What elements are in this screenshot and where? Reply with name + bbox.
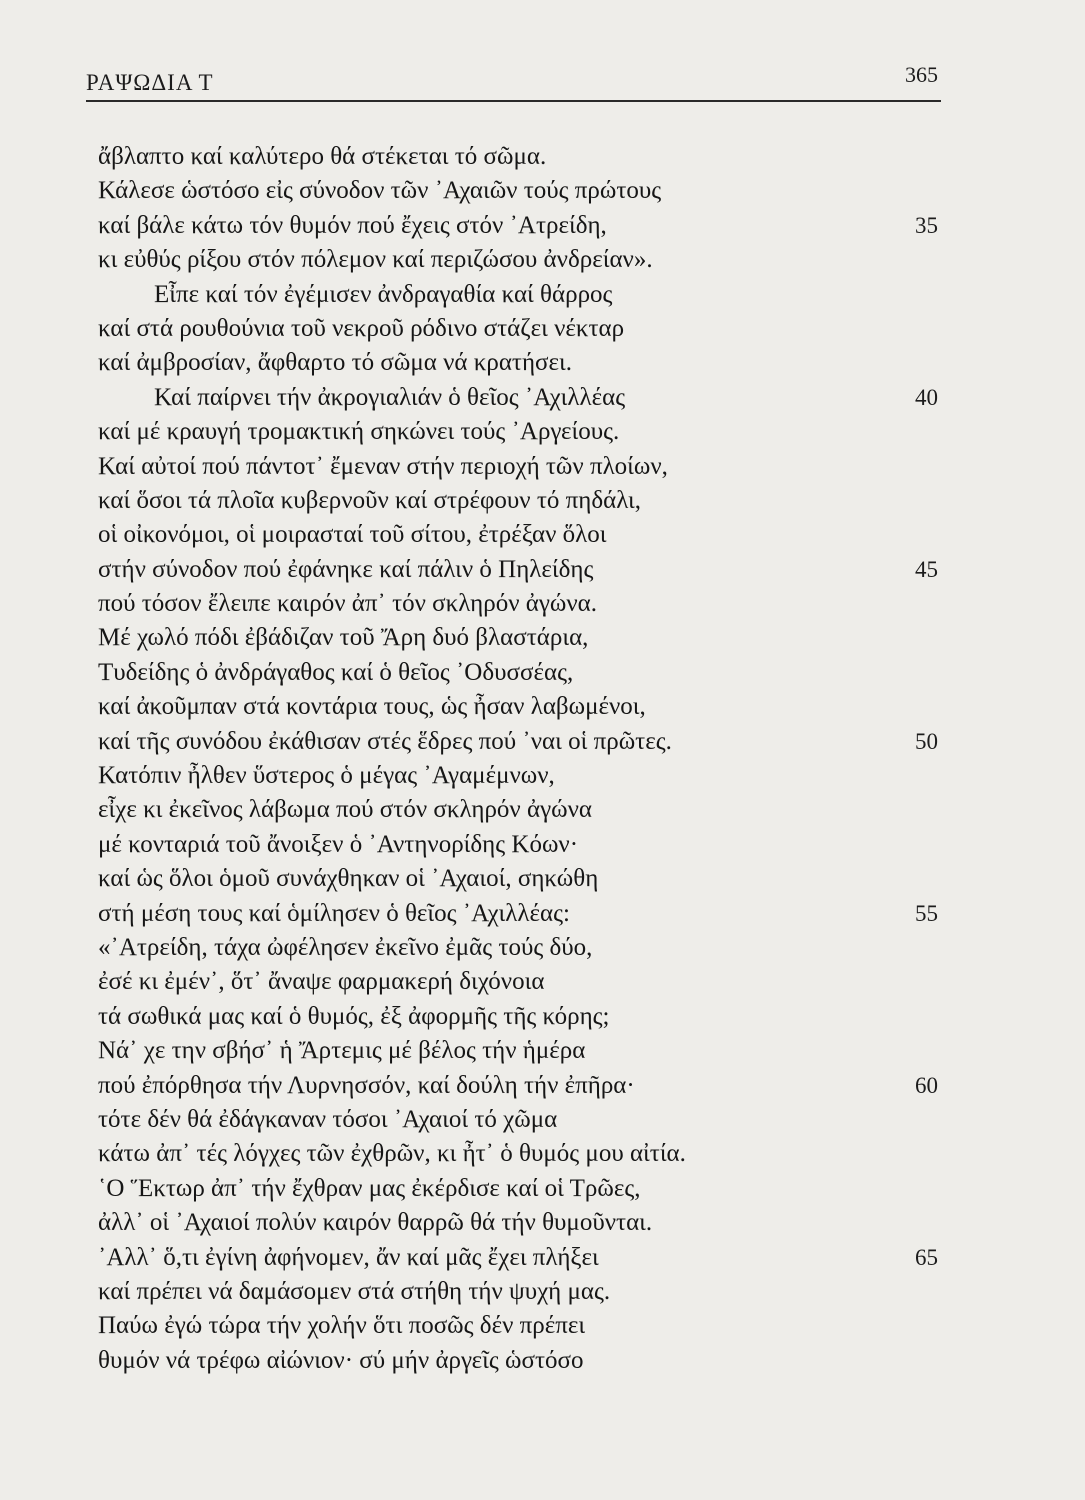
verse-text: ᾿Αλλ᾿ ὅ,τι ἐγίνη ἀφήνομεν, ἄν καί μᾶς ἔχει πλήξει	[98, 1243, 599, 1271]
verse-line	[98, 587, 948, 621]
verse-line	[98, 1206, 948, 1240]
line-number: 60	[915, 1072, 938, 1098]
verse-line	[98, 174, 948, 208]
verse-text: στήν σύνοδον πού ἐφάνηκε καί πάλιν ὁ Πηλείδης	[98, 555, 594, 583]
verse-text: καί ὅσοι τά πλοῖα κυβερνοῦν καί στρέφουν τό πηδάλι,	[98, 486, 641, 514]
line-number: 40	[915, 384, 938, 410]
verse-line	[98, 793, 948, 827]
verse-text: καί ἀκοῦμπαν στά κοντάρια τους, ὡς ἦσαν λαβωμένοι,	[98, 693, 646, 721]
verse-line	[98, 1069, 948, 1103]
line-number: 35	[915, 212, 938, 238]
verse-text: Καί αὐτοί πού πάντοτ᾿ ἔμεναν στήν περιοχή τῶν πλοίων,	[98, 452, 668, 480]
verse-text: Μέ χωλό πόδι ἐβάδιζαν τοῦ Ἄρη δυό βλαστάρια,	[98, 624, 589, 652]
verse-text: καί πρέπει νά δαμάσομεν στά στήθη τήν ψυχή μας.	[98, 1277, 611, 1305]
verse-line	[98, 690, 948, 724]
line-number: 45	[915, 556, 938, 582]
verse-text: οἱ οἰκονόμοι, οἱ μοιρασταί τοῦ σίτου, ἐτρέξαν ὅλοι	[98, 521, 607, 549]
verse-text: μέ κονταριά τοῦ ἄνοιξεν ὁ ᾿Αντηνορίδης Κόων·	[98, 830, 579, 858]
verse-text: τά σωθικά μας καί ὁ θυμός, ἐξ ἀφορμῆς τῆς κόρης;	[98, 1002, 610, 1030]
verse-text: Τυδείδης ὁ ἀνδράγαθος καί ὁ θεῖος ᾿Οδυσσέας,	[98, 658, 574, 686]
verse-line	[98, 1241, 948, 1275]
verse-line	[98, 965, 948, 999]
page-number: 365	[905, 62, 938, 87]
verse-text: καί μέ κραυγή τρομακτική σηκώνει τούς ᾿Αργείους.	[98, 418, 620, 446]
verse-line	[98, 415, 948, 449]
verse-line	[98, 346, 948, 380]
verse-line	[98, 759, 948, 793]
verse-line	[98, 518, 948, 552]
verse-text: «᾿Ατρείδη, τάχα ὠφέλησεν ἐκεῖνο ἐμᾶς τούς δύο,	[98, 933, 593, 961]
verse-text: καί ὡς ὅλοι ὁμοῦ συνάχθηκαν οἱ ᾿Αχαιοί, σηκώθη	[98, 865, 599, 893]
verse-line	[98, 140, 948, 174]
header-rule	[86, 100, 941, 102]
verse-line	[98, 1103, 948, 1137]
verse-text: Εἶπε καί τόν ἐγέμισεν ἀνδραγαθία καί θάρρος	[154, 280, 613, 308]
verse-text: στή μέση τους καί ὁμίλησεν ὁ θεῖος ᾿Αχιλλέας:	[98, 899, 570, 927]
verse-line	[98, 278, 948, 312]
verse-text: ἐσέ κι ἐμέν᾿, ὅτ᾿ ἄναψε φαρμακερή διχόνοια	[98, 968, 545, 996]
verse-text: κάτω ἀπ᾿ τές λόγχες τῶν ἐχθρῶν, κι ἦτ᾿ ὁ θυμός μου αἰτία.	[98, 1140, 686, 1168]
verse-text: Καί παίρνει τήν ἀκρογιαλιάν ὁ θεῖος ᾿Αχιλλέας	[154, 383, 626, 411]
verse-text: Παύω ἐγώ τώρα τήν χολήν ὅτι ποσῶς δέν πρέπει	[98, 1312, 586, 1340]
line-number: 50	[915, 728, 938, 754]
verse-text: πού τόσον ἔλειπε καιρόν ἀπ᾿ τόν σκληρόν ἀγώνα.	[98, 590, 597, 618]
line-number: 55	[915, 900, 938, 926]
chapter-title: ΡΑΨΩΔΙΑ Τ	[86, 70, 214, 95]
verse-line	[98, 725, 948, 759]
verse-text: πού ἐπόρθησα τήν Λυρνησσόν, καί δούλη τήν ἐπῆρα·	[98, 1071, 635, 1099]
verse-text: ῾Ο Ἕκτωρ ἀπ᾿ τήν ἔχθραν μας ἐκέρδισε καί οἱ Τρῶες,	[98, 1174, 641, 1202]
verse-line	[98, 1000, 948, 1034]
verse-line	[98, 381, 948, 415]
verse-text: καί τῆς συνόδου ἐκάθισαν στές ἕδρες πού ᾿ναι οἱ πρῶτες.	[98, 727, 672, 755]
verse-text: ἀλλ᾿ οἱ ᾿Αχαιοί πολύν καιρόν θαρρῶ θά τήν θυμοῦνται.	[98, 1209, 653, 1237]
verse-text: Κατόπιν ἦλθεν ὕστερος ὁ μέγας ᾿Αγαμέμνων,	[98, 762, 555, 790]
verse-text: τότε δέν θά ἐδάγκαναν τόσοι ᾿Αχαιοί τό χῶμα	[98, 1105, 558, 1133]
line-number: 65	[915, 1244, 938, 1270]
verse-line	[98, 1344, 948, 1378]
verse-line	[98, 312, 948, 346]
verse-line	[98, 897, 948, 931]
verse-text: θυμόν νά τρέφω αἰώνιον· σύ μήν ἀργεῖς ὡστόσο	[98, 1346, 584, 1374]
verse-line	[98, 1172, 948, 1206]
verse-line	[98, 553, 948, 587]
verse-line	[98, 209, 948, 243]
verse-line	[98, 862, 948, 896]
verse-text: Κάλεσε ὡστόσο εἰς σύνοδον τῶν ᾿Αχαιῶν τούς πρώτους	[98, 177, 662, 205]
verse-text: καί βάλε κάτω τόν θυμόν πού ἔχεις στόν ᾿Ατρείδη,	[98, 211, 607, 239]
verse-text: ἄβλαπτο καί καλύτερο θά στέκεται τό σῶμα.	[98, 143, 547, 170]
verse-text: εἶχε κι ἐκεῖνος λάβωμα πού στόν σκληρόν ἀγώνα	[98, 796, 592, 824]
verse-text: Νά᾿ χε την σβήσ᾿ ἡ Ἄρτεμις μέ βέλος τήν ἡμέρα	[98, 1037, 586, 1065]
verse-text: καί ἀμβροσίαν, ἄφθαρτο τό σῶμα νά κρατήσει.	[98, 349, 572, 377]
verse-line	[98, 1137, 948, 1171]
verse-line	[98, 828, 948, 862]
verse-list	[98, 140, 948, 1378]
running-head	[86, 60, 946, 100]
verse-line	[98, 621, 948, 655]
verse-line	[98, 243, 948, 277]
verse-line	[98, 931, 948, 965]
verse-text: καί στά ρουθούνια τοῦ νεκροῦ ρόδινο στάζει νέκταρ	[98, 314, 625, 342]
verse-line	[98, 1034, 948, 1068]
verse-text: κι εὐθύς ρίξου στόν πόλεμον καί περιζώσου ἀνδρείαν».	[98, 246, 653, 274]
verse-line	[98, 1309, 948, 1343]
verse-line	[98, 450, 948, 484]
verse-line	[98, 1275, 948, 1309]
verse-line	[98, 484, 948, 518]
verse-line	[98, 656, 948, 690]
